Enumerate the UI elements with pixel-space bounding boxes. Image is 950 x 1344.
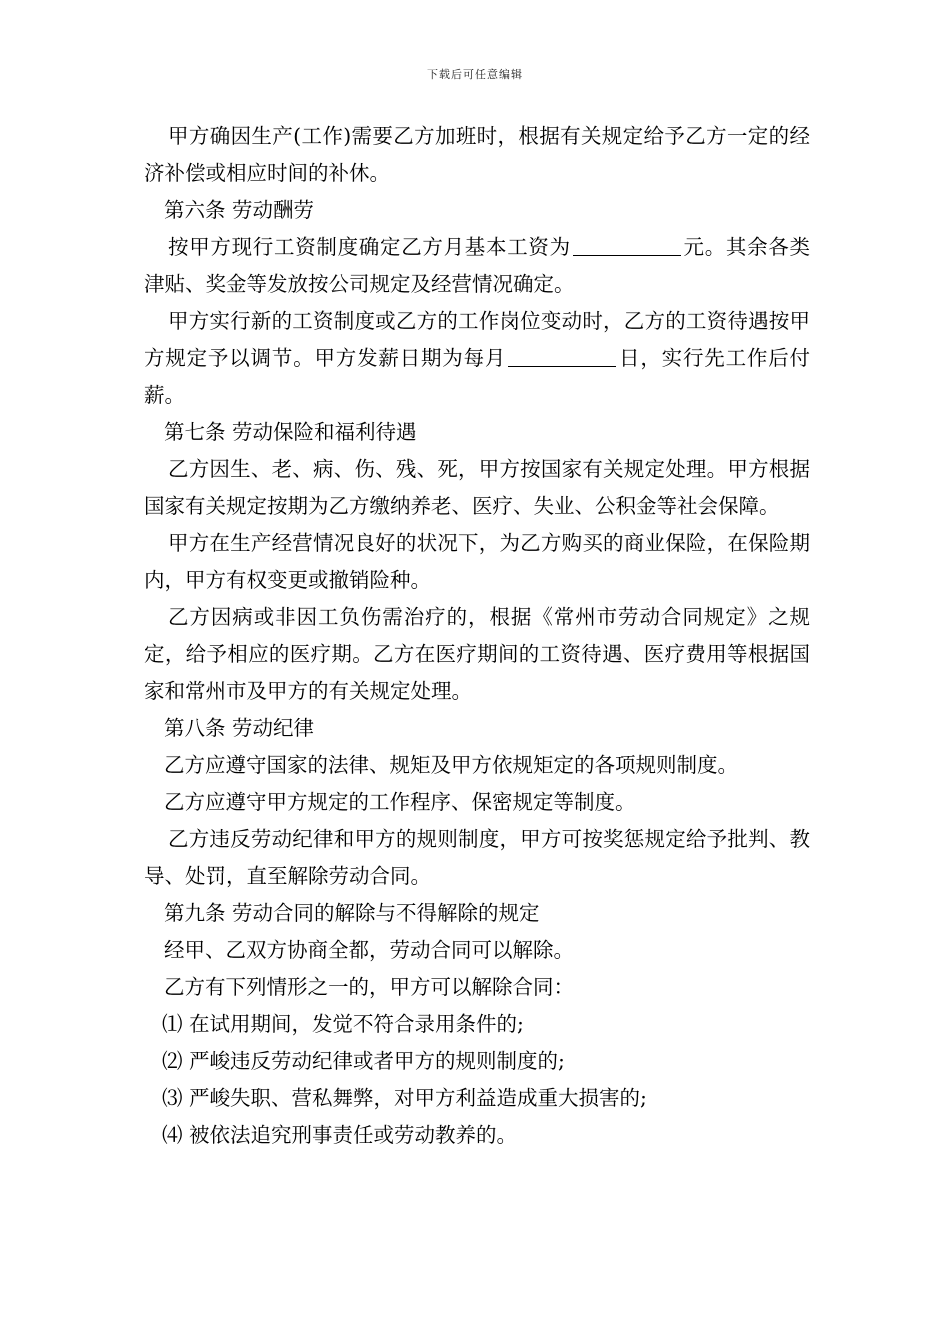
paragraph-discipline-violation: 乙方违反劳动纪律和甲方的规则制度，甲方可按奖惩规定给予批判、教导、处罚，直至解除劳动合同。 <box>144 827 810 888</box>
paragraph-base-salary <box>144 229 810 303</box>
payday-text-after: 日，实行先工作后付薪。 <box>144 346 811 407</box>
salary-amount-blank[interactable] <box>573 235 681 256</box>
salary-text-before: 按甲方现行工资制度确定乙方月基本工资为 <box>168 235 571 259</box>
paragraph-commercial-insurance: 甲方在生产经营情况良好的状况下，为乙方购买的商业保险，在保险期内，甲方有权变更或撤销险种。 <box>144 531 810 592</box>
document-body <box>144 118 810 1154</box>
page-header: 下载后可任意编辑 <box>427 68 523 81</box>
article-9-heading: 第九条 劳动合同的解除与不得解除的规定 <box>164 901 540 925</box>
article-7-heading: 第七条 劳动保险和福利待遇 <box>164 420 417 444</box>
payday-blank[interactable] <box>508 346 616 367</box>
article-8-heading: 第八条 劳动纪律 <box>164 716 315 740</box>
paragraph-mutual-termination: 经甲、乙双方协商全都，劳动合同可以解除。 <box>164 938 574 962</box>
list-item: ⑶ 严峻失职、营私舞弊，对甲方利益造成重大损害的; <box>162 1086 647 1110</box>
salary-text-after: 元。其余各类津贴、奖金等发放按公司规定及经营情况确定。 <box>144 235 811 296</box>
paragraph-termination-conditions: 乙方有下列情形之一的，甲方可以解除合同： <box>164 975 574 999</box>
paragraph-pay-adjustment <box>144 303 810 414</box>
payday-text-before: 甲方实行新的工资制度或乙方的工作岗位变动时，乙方的工资待遇按甲方规定予以调节。甲方发薪日期为每月 <box>144 309 810 370</box>
list-item: ⑴ 在试用期间，发觉不符合录用条件的; <box>162 1012 524 1036</box>
paragraph-obey-procedures: 乙方应遵守甲方规定的工作程序、保密规定等制度。 <box>164 790 636 814</box>
list-item: ⑵ 严峻违反劳动纪律或者甲方的规则制度的; <box>162 1049 565 1073</box>
paragraph-obey-law: 乙方应遵守国家的法律、规矩及甲方依规矩定的各项规则制度。 <box>164 753 738 777</box>
paragraph-overtime: 甲方确因生产(工作)需要乙方加班时，根据有关规定给予乙方一定的经济补偿或相应时间的补休。 <box>144 124 810 185</box>
paragraph-social-security: 乙方因生、老、病、伤、残、死，甲方按国家有关规定处理。甲方根据国家有关规定按期为乙方缴纳养老、医疗、失业、公积金等社会保障。 <box>144 457 810 518</box>
article-6-heading: 第六条 劳动酬劳 <box>164 198 315 222</box>
paragraph-medical-leave: 乙方因病或非因工负伤需治疗的，根据《常州市劳动合同规定》之规定，给予相应的医疗期。乙方在医疗期间的工资待遇、医疗费用等根据国家和常州市及甲方的有关规定处理。 <box>144 605 810 703</box>
list-item: ⑷ 被依法追究刑事责任或劳动教养的。 <box>162 1123 518 1147</box>
